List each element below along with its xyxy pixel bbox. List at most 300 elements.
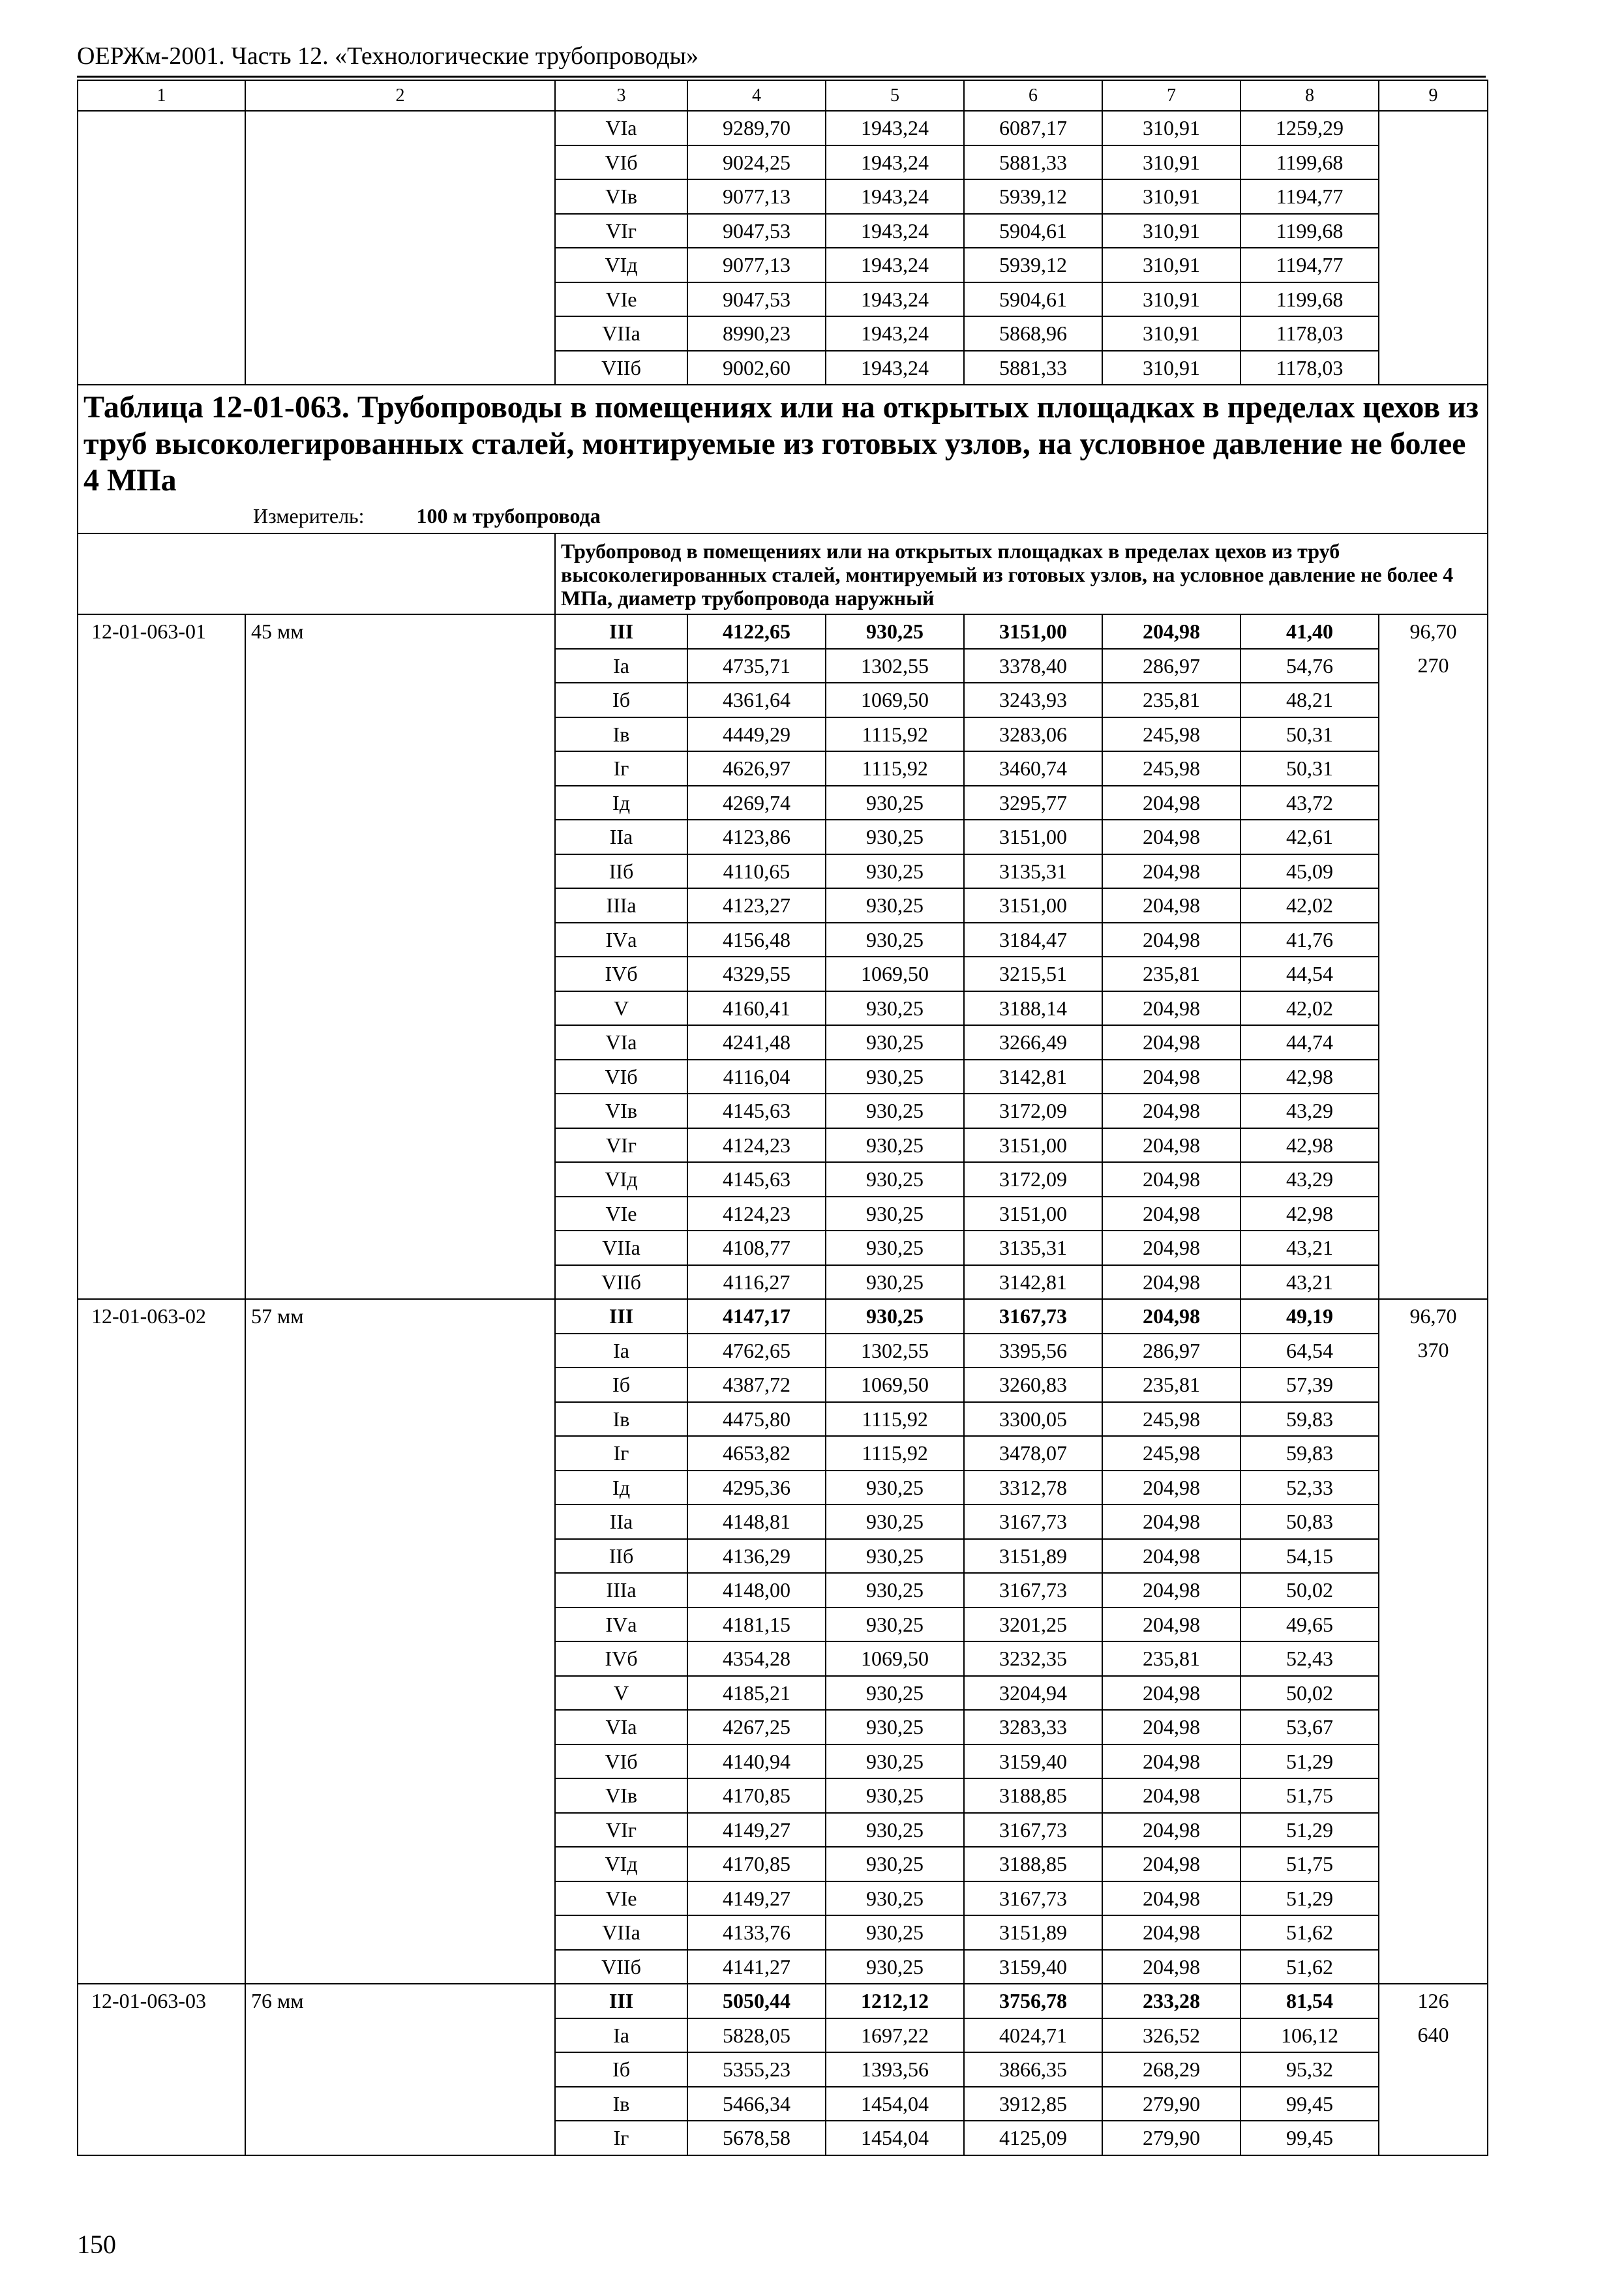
mass-cell <box>1379 2121 1488 2155</box>
value-cell: 3283,06 <box>964 717 1102 752</box>
value-cell: 930,25 <box>826 1950 964 1984</box>
table-title-cell <box>78 385 1488 533</box>
mass-cell <box>1379 1094 1488 1128</box>
column-number: 9 <box>1379 80 1488 111</box>
value-cell: 204,98 <box>1102 1573 1241 1608</box>
column-number: 2 <box>245 80 555 111</box>
code-cell: 12-01-063-01 <box>78 614 245 649</box>
name-cell <box>245 1847 555 1881</box>
value-cell: 3188,85 <box>964 1778 1102 1813</box>
table-row <box>78 1402 1488 1437</box>
value-cell: 5355,23 <box>687 2052 826 2087</box>
value-cell: 1697,22 <box>826 2018 964 2053</box>
value-cell: 204,98 <box>1102 923 1241 957</box>
value-cell: 4123,86 <box>687 820 826 854</box>
value-cell: 930,25 <box>826 854 964 889</box>
value-cell: 42,98 <box>1241 1197 1379 1231</box>
value-cell: 4156,48 <box>687 923 826 957</box>
zone-cell: VIд <box>555 1847 687 1881</box>
value-cell: 4123,27 <box>687 888 826 923</box>
zone-cell: IIб <box>555 854 687 889</box>
code-cell <box>78 2018 245 2053</box>
table-row <box>78 1471 1488 1505</box>
mass-cell <box>1379 1573 1488 1608</box>
value-cell: 9047,53 <box>687 282 826 317</box>
value-cell: 4145,63 <box>687 1094 826 1128</box>
name-cell <box>245 248 555 282</box>
table-row <box>78 1539 1488 1574</box>
table-row <box>78 1504 1488 1539</box>
table-row <box>78 1368 1488 1402</box>
mass-cell <box>1379 683 1488 717</box>
value-cell: 204,98 <box>1102 1881 1241 1916</box>
value-cell: 3478,07 <box>964 1436 1102 1471</box>
value-cell: 9047,53 <box>687 214 826 248</box>
value-cell: 4295,36 <box>687 1471 826 1505</box>
value-cell: 41,76 <box>1241 923 1379 957</box>
code-cell <box>78 1813 245 1848</box>
value-cell: 930,25 <box>826 923 964 957</box>
table-row <box>78 1436 1488 1471</box>
table-row <box>78 1881 1488 1916</box>
code-cell <box>78 923 245 957</box>
value-cell: 42,02 <box>1241 888 1379 923</box>
value-cell: 310,91 <box>1102 248 1241 282</box>
value-cell: 1115,92 <box>826 1436 964 1471</box>
name-cell <box>245 1060 555 1094</box>
code-cell <box>78 1368 245 1402</box>
value-cell: 204,98 <box>1102 1915 1241 1950</box>
mass-cell <box>1379 991 1488 1026</box>
value-cell: 4626,97 <box>687 751 826 786</box>
value-cell: 49,19 <box>1241 1299 1379 1334</box>
code-cell <box>78 683 245 717</box>
value-cell: 1212,12 <box>826 1984 964 2018</box>
value-cell: 5939,12 <box>964 248 1102 282</box>
value-cell: 1115,92 <box>826 717 964 752</box>
zone-cell: VIе <box>555 1881 687 1916</box>
code-cell <box>78 2052 245 2087</box>
mass-cell <box>1379 1950 1488 1984</box>
zone-cell: VIа <box>555 1710 687 1744</box>
mass-cell <box>1379 1778 1488 1813</box>
zone-cell: VIг <box>555 1128 687 1163</box>
value-cell: 204,98 <box>1102 1950 1241 1984</box>
empty-cell <box>78 533 555 614</box>
value-cell: 3188,14 <box>964 991 1102 1026</box>
value-cell: 57,39 <box>1241 1368 1379 1402</box>
table-title-row <box>78 385 1488 533</box>
name-cell <box>245 1265 555 1300</box>
mass-cell <box>1379 1128 1488 1163</box>
zone-cell: VIIб <box>555 1265 687 1300</box>
value-cell: 3151,00 <box>964 614 1102 649</box>
value-cell: 3260,83 <box>964 1368 1102 1402</box>
code-cell <box>78 179 245 214</box>
zone-cell: VIIб <box>555 351 687 385</box>
table-row <box>78 1265 1488 1300</box>
value-cell: 43,29 <box>1241 1162 1379 1197</box>
name-cell <box>245 923 555 957</box>
code-cell <box>78 1539 245 1574</box>
name-cell <box>245 1676 555 1711</box>
value-cell: 3151,00 <box>964 888 1102 923</box>
value-cell: 1943,24 <box>826 214 964 248</box>
meter-label: Измеритель: <box>253 504 365 528</box>
table-row <box>78 1299 1488 1334</box>
zone-cell: Iа <box>555 2018 687 2053</box>
zone-cell: VIа <box>555 1025 687 1060</box>
table-row <box>78 1573 1488 1608</box>
zone-cell: IVа <box>555 923 687 957</box>
zone-cell: IIб <box>555 1539 687 1574</box>
mass-cell <box>1379 111 1488 145</box>
value-cell: 204,98 <box>1102 1813 1241 1848</box>
value-cell: 4148,81 <box>687 1504 826 1539</box>
value-cell: 204,98 <box>1102 1676 1241 1711</box>
name-cell <box>245 1573 555 1608</box>
value-cell: 1069,50 <box>826 1641 964 1676</box>
value-cell: 930,25 <box>826 1881 964 1916</box>
value-cell: 204,98 <box>1102 1265 1241 1300</box>
value-cell: 4241,48 <box>687 1025 826 1060</box>
value-cell: 279,90 <box>1102 2087 1241 2121</box>
value-cell: 4185,21 <box>687 1676 826 1711</box>
name-cell <box>245 1744 555 1779</box>
value-cell: 235,81 <box>1102 957 1241 991</box>
value-cell: 5939,12 <box>964 179 1102 214</box>
value-cell: 1069,50 <box>826 957 964 991</box>
value-cell: 1115,92 <box>826 1402 964 1437</box>
name-cell <box>245 1231 555 1265</box>
mass-cell <box>1379 179 1488 214</box>
table-row <box>78 614 1488 649</box>
value-cell: 4267,25 <box>687 1710 826 1744</box>
code-cell <box>78 717 245 752</box>
table-title: Таблица 12-01-063. Трубопроводы в помещениях или на открытых площадках в пределах цехов из труб высоколегированных сталей, монтируемые из готовых узлов, на условное давление не более 4 МПа <box>83 390 1479 498</box>
value-cell: 1069,50 <box>826 683 964 717</box>
value-cell: 4170,85 <box>687 1847 826 1881</box>
mass-cell <box>1379 282 1488 317</box>
name-cell <box>245 2052 555 2087</box>
name-cell <box>245 1641 555 1676</box>
mass-cell <box>1379 1197 1488 1231</box>
value-cell: 930,25 <box>826 1162 964 1197</box>
table-row <box>78 1915 1488 1950</box>
mass-cell <box>1379 248 1488 282</box>
value-cell: 1943,24 <box>826 179 964 214</box>
name-cell <box>245 1915 555 1950</box>
value-cell: 51,62 <box>1241 1950 1379 1984</box>
value-cell: 3151,00 <box>964 1128 1102 1163</box>
table-row <box>78 1710 1488 1744</box>
code-cell <box>78 1744 245 1779</box>
column-number: 6 <box>964 80 1102 111</box>
mass-cell <box>1379 145 1488 180</box>
value-cell: 1302,55 <box>826 649 964 683</box>
column-number: 5 <box>826 80 964 111</box>
zone-cell: Iа <box>555 649 687 683</box>
code-cell <box>78 1504 245 1539</box>
value-cell: 930,25 <box>826 1847 964 1881</box>
value-cell: 204,98 <box>1102 1504 1241 1539</box>
mass-cell <box>1379 351 1488 385</box>
value-cell: 9077,13 <box>687 248 826 282</box>
value-cell: 3184,47 <box>964 923 1102 957</box>
value-cell: 4269,74 <box>687 786 826 820</box>
name-cell <box>245 854 555 889</box>
zone-cell: Iв <box>555 1402 687 1437</box>
code-cell <box>78 1094 245 1128</box>
value-cell: 51,29 <box>1241 1813 1379 1848</box>
code-cell <box>78 282 245 317</box>
mass-cell <box>1379 1539 1488 1574</box>
table-row <box>78 316 1488 351</box>
name-cell <box>245 1436 555 1471</box>
mass-cell <box>1379 751 1488 786</box>
value-cell: 245,98 <box>1102 751 1241 786</box>
zone-cell: Iа <box>555 1334 687 1368</box>
mass-cell <box>1379 957 1488 991</box>
value-cell: 930,25 <box>826 1608 964 1642</box>
value-cell: 204,98 <box>1102 991 1241 1026</box>
value-cell: 310,91 <box>1102 316 1241 351</box>
value-cell: 42,98 <box>1241 1128 1379 1163</box>
value-cell: 51,62 <box>1241 1915 1379 1950</box>
value-cell: 4122,65 <box>687 614 826 649</box>
value-cell: 9077,13 <box>687 179 826 214</box>
column-number: 1 <box>78 80 245 111</box>
code-cell: 12-01-063-02 <box>78 1299 245 1334</box>
value-cell: 4762,65 <box>687 1334 826 1368</box>
value-cell: 4136,29 <box>687 1539 826 1574</box>
code-cell: 12-01-063-03 <box>78 1984 245 2018</box>
value-cell: 4147,17 <box>687 1299 826 1334</box>
value-cell: 204,98 <box>1102 1847 1241 1881</box>
table-row <box>78 1231 1488 1265</box>
name-cell: 45 мм <box>245 614 555 649</box>
value-cell: 51,75 <box>1241 1778 1379 1813</box>
value-cell: 5050,44 <box>687 1984 826 2018</box>
value-cell: 204,98 <box>1102 820 1241 854</box>
name-cell <box>245 282 555 317</box>
value-cell: 4024,71 <box>964 2018 1102 2053</box>
meter-value: 100 м трубопровода <box>416 504 601 528</box>
table-row <box>78 1676 1488 1711</box>
zone-cell: IIа <box>555 1504 687 1539</box>
name-cell <box>245 683 555 717</box>
table-row <box>78 214 1488 248</box>
table-row <box>78 649 1488 683</box>
table-row <box>78 751 1488 786</box>
mass-cell <box>1379 1813 1488 1848</box>
value-cell: 1199,68 <box>1241 145 1379 180</box>
zone-cell: VIд <box>555 1162 687 1197</box>
name-cell <box>245 957 555 991</box>
value-cell: 4140,94 <box>687 1744 826 1779</box>
table-row <box>78 2018 1488 2053</box>
value-cell: 59,83 <box>1241 1402 1379 1437</box>
name-cell <box>245 888 555 923</box>
table-row <box>78 820 1488 854</box>
name-cell <box>245 1504 555 1539</box>
value-cell: 930,25 <box>826 1744 964 1779</box>
table-row <box>78 1608 1488 1642</box>
value-cell: 204,98 <box>1102 1539 1241 1574</box>
value-cell: 4116,27 <box>687 1265 826 1300</box>
value-cell: 1943,24 <box>826 316 964 351</box>
table-row <box>78 145 1488 180</box>
value-cell: 51,75 <box>1241 1847 1379 1881</box>
value-cell: 930,25 <box>826 991 964 1026</box>
name-cell <box>245 1471 555 1505</box>
value-cell: 81,54 <box>1241 1984 1379 2018</box>
value-cell: 3151,89 <box>964 1539 1102 1574</box>
code-cell <box>78 248 245 282</box>
value-cell: 3167,73 <box>964 1813 1102 1848</box>
value-cell: 3204,94 <box>964 1676 1102 1711</box>
value-cell: 99,45 <box>1241 2121 1379 2155</box>
value-cell: 5466,34 <box>687 2087 826 2121</box>
zone-cell: VIд <box>555 248 687 282</box>
value-cell: 51,29 <box>1241 1744 1379 1779</box>
table-row <box>78 1197 1488 1231</box>
code-cell <box>78 786 245 820</box>
zone-cell: VIIа <box>555 1915 687 1950</box>
name-cell <box>245 820 555 854</box>
value-cell: 4387,72 <box>687 1368 826 1402</box>
mass-cell: 126 <box>1379 1984 1488 2018</box>
mass-cell <box>1379 1744 1488 1779</box>
code-cell <box>78 1334 245 1368</box>
mass-cell <box>1379 1504 1488 1539</box>
mass-cell <box>1379 316 1488 351</box>
mass-cell <box>1379 1060 1488 1094</box>
value-cell: 1069,50 <box>826 1368 964 1402</box>
zone-cell: VIг <box>555 214 687 248</box>
value-cell: 930,25 <box>826 1915 964 1950</box>
table-row <box>78 1162 1488 1197</box>
table-row <box>78 991 1488 1026</box>
name-cell <box>245 1334 555 1368</box>
value-cell: 4361,64 <box>687 683 826 717</box>
value-cell: 6087,17 <box>964 111 1102 145</box>
table-row <box>78 1094 1488 1128</box>
value-cell: 50,83 <box>1241 1504 1379 1539</box>
name-cell <box>245 2087 555 2121</box>
value-cell: 4181,15 <box>687 1608 826 1642</box>
zone-cell: Iд <box>555 786 687 820</box>
mass-cell <box>1379 1710 1488 1744</box>
value-cell: 204,98 <box>1102 1060 1241 1094</box>
value-cell: 1943,24 <box>826 351 964 385</box>
zone-cell: Iг <box>555 751 687 786</box>
value-cell: 4475,80 <box>687 1402 826 1437</box>
mass-cell <box>1379 1368 1488 1402</box>
value-cell: 930,25 <box>826 1471 964 1505</box>
table-row <box>78 1847 1488 1881</box>
name-cell <box>245 649 555 683</box>
value-cell: 9024,25 <box>687 145 826 180</box>
value-cell: 50,02 <box>1241 1573 1379 1608</box>
value-cell: 1943,24 <box>826 248 964 282</box>
mass-cell: 96,70 <box>1379 1299 1488 1334</box>
value-cell: 3151,00 <box>964 1197 1102 1231</box>
zone-cell: VIа <box>555 111 687 145</box>
meter-line <box>83 501 1482 530</box>
table-row <box>78 282 1488 317</box>
value-cell: 930,25 <box>826 1504 964 1539</box>
value-cell: 4141,27 <box>687 1950 826 1984</box>
mass-cell <box>1379 2052 1488 2087</box>
value-cell: 5881,33 <box>964 351 1102 385</box>
value-cell: 930,25 <box>826 1094 964 1128</box>
value-cell: 54,15 <box>1241 1539 1379 1574</box>
table-row <box>78 1025 1488 1060</box>
value-cell: 4148,00 <box>687 1573 826 1608</box>
value-cell: 310,91 <box>1102 214 1241 248</box>
value-cell: 286,97 <box>1102 649 1241 683</box>
value-cell: 1178,03 <box>1241 316 1379 351</box>
value-cell: 43,72 <box>1241 786 1379 820</box>
value-cell: 42,98 <box>1241 1060 1379 1094</box>
name-cell <box>245 214 555 248</box>
value-cell: 4160,41 <box>687 991 826 1026</box>
table-row <box>78 179 1488 214</box>
table-row <box>78 2121 1488 2155</box>
mass-cell <box>1379 2087 1488 2121</box>
value-cell: 4124,23 <box>687 1197 826 1231</box>
value-cell: 310,91 <box>1102 351 1241 385</box>
table-row <box>78 1813 1488 1848</box>
table-row <box>78 923 1488 957</box>
value-cell: 245,98 <box>1102 1402 1241 1437</box>
mass-cell: 640 <box>1379 2018 1488 2053</box>
value-cell: 59,83 <box>1241 1436 1379 1471</box>
value-cell: 204,98 <box>1102 854 1241 889</box>
zone-cell: VIв <box>555 1778 687 1813</box>
page-number: 150 <box>77 2230 116 2259</box>
zone-cell: IIIа <box>555 888 687 923</box>
zone-cell: Iб <box>555 1368 687 1402</box>
value-cell: 204,98 <box>1102 786 1241 820</box>
value-cell: 49,65 <box>1241 1608 1379 1642</box>
value-cell: 930,25 <box>826 1025 964 1060</box>
value-cell: 1178,03 <box>1241 351 1379 385</box>
value-cell: 5881,33 <box>964 145 1102 180</box>
running-header: ОЕРЖм-2001. Часть 12. «Технологические трубопроводы» <box>77 37 1486 78</box>
value-cell: 4116,04 <box>687 1060 826 1094</box>
mass-cell <box>1379 1402 1488 1437</box>
mass-cell <box>1379 214 1488 248</box>
value-cell: 326,52 <box>1102 2018 1241 2053</box>
value-cell: 44,54 <box>1241 957 1379 991</box>
table-row <box>78 1984 1488 2018</box>
name-cell <box>245 2018 555 2053</box>
name-cell <box>245 1710 555 1744</box>
code-cell <box>78 854 245 889</box>
name-cell <box>245 179 555 214</box>
table-row <box>78 111 1488 145</box>
value-cell: 3912,85 <box>964 2087 1102 2121</box>
value-cell: 204,98 <box>1102 1197 1241 1231</box>
value-cell: 51,29 <box>1241 1881 1379 1916</box>
value-cell: 54,76 <box>1241 649 1379 683</box>
value-cell: 245,98 <box>1102 1436 1241 1471</box>
value-cell: 3135,31 <box>964 1231 1102 1265</box>
value-cell: 204,98 <box>1102 1299 1241 1334</box>
value-cell: 3135,31 <box>964 854 1102 889</box>
